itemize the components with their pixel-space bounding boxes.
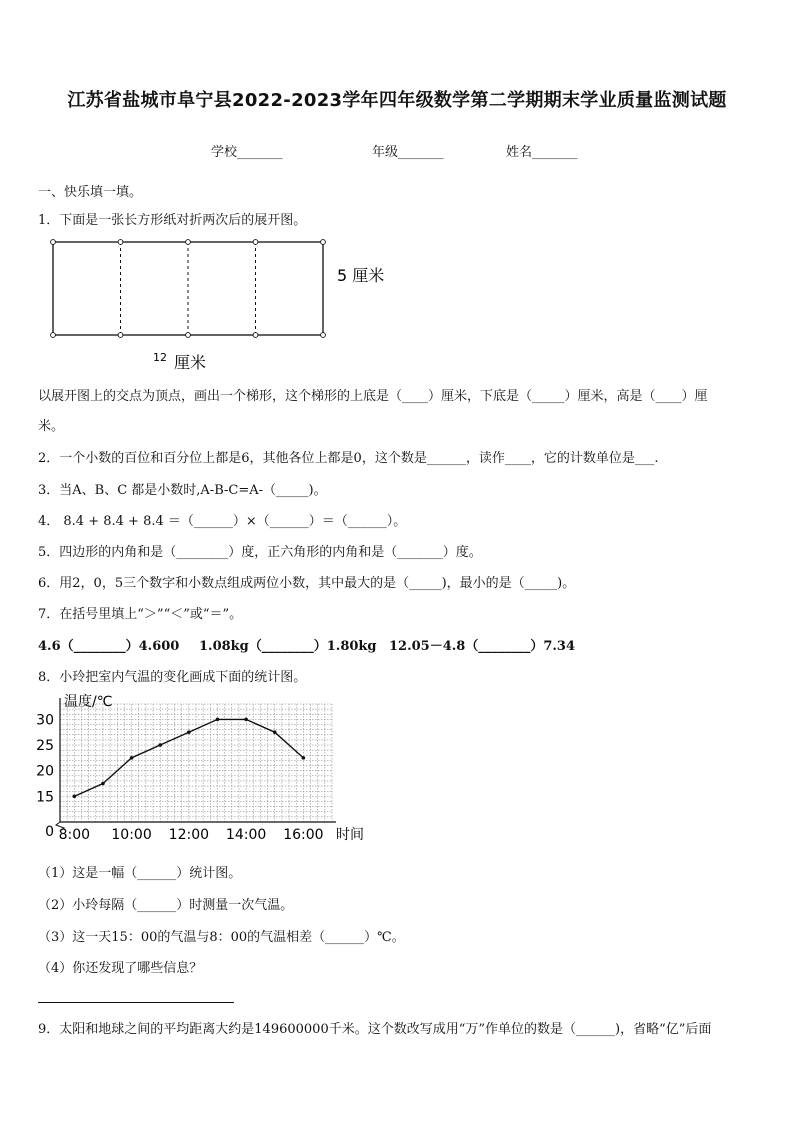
q8-sub2: （2）小玲每隔（______）时测量一次气温。: [38, 898, 294, 913]
q6-text: 6．用2，0，5三个数字和小数点组成两位小数，其中最大的是（_____)，最小的是（_____)。: [38, 576, 576, 591]
y-axis-label: 温度/℃: [64, 694, 113, 710]
page-title: 江苏省盐城市阜宁县2022-2023学年四年级数学第二学期期末学业质量监测试题: [67, 90, 727, 111]
x-axis-label: 时间: [336, 827, 364, 843]
x-tick-label: 16:00: [283, 827, 324, 843]
temperature-line-chart: [30, 692, 390, 850]
q7-item-2: 1.08kg（________）1.80kg: [199, 639, 377, 654]
q1-text-line2: 米。: [38, 419, 65, 434]
data-point: [302, 756, 306, 760]
vertex-point: [118, 240, 123, 245]
q8-sub1: （1）这是一幅（______）统计图。: [38, 866, 242, 881]
chart-labels: [36, 693, 364, 843]
data-point: [73, 795, 77, 799]
y-tick-label: 15: [36, 789, 54, 806]
x-tick-label: 10:00: [111, 827, 152, 843]
x-tick-label: 8:00: [58, 827, 91, 843]
name-field: 姓名_______: [506, 145, 578, 160]
q7-item-1: 4.6（________）4.600: [38, 639, 180, 654]
q2-text: 2．一个小数的百位和百分位上都是6，其他各位上都是0，这个数是______，读作____，它的计数单位是___.: [38, 451, 659, 466]
q8-prompt: 8．小玲把室内气温的变化画成下面的统计图。: [38, 670, 307, 685]
section-heading: 一、快乐填一填。: [38, 185, 143, 200]
grade-field: 年级_______: [372, 145, 444, 160]
vertex-point: [253, 240, 258, 245]
x-tick-label: 14:00: [225, 827, 267, 843]
vertex-point: [321, 240, 326, 245]
y-tick-label: 0: [45, 824, 54, 840]
data-point: [158, 743, 162, 747]
vertex-point: [321, 333, 326, 338]
data-point: [216, 718, 220, 722]
height-label: 5 厘米: [337, 266, 385, 285]
q1-text-line1: 以展开图上的交点为顶点，画出一个梯形，这个梯形的上底是（____）厘米，下底是（_____）厘米，高是（____）厘: [38, 389, 708, 404]
data-point: [101, 782, 105, 786]
vertex-point: [51, 240, 56, 245]
q7-prompt: 7．在括号里填上“＞”“＜”或“＝”。: [38, 607, 243, 622]
y-tick-label: 30: [36, 712, 54, 729]
data-point: [130, 756, 134, 760]
q8-sub3: （3）这一天15：00的气温与8：00的气温相差（______）℃。: [38, 930, 405, 945]
q9-text: 9．太阳和地球之间的平均距离大约是149600000千米。这个数改写成用“万”作单位的数是（______)，省略“亿”后面: [38, 1022, 712, 1037]
vertex-point: [51, 333, 56, 338]
unfolded-paper-diagram: [40, 234, 400, 376]
data-point: [273, 730, 277, 734]
school-field: 学校_______: [211, 145, 283, 160]
width-unit: 厘米: [174, 353, 207, 372]
vertex-point: [186, 333, 191, 338]
footnote-divider: [38, 1002, 234, 1003]
vertex-point: [186, 240, 191, 245]
q8-sub4: （4）你还发现了哪些信息？: [38, 961, 203, 976]
y-tick-label: 25: [36, 738, 54, 755]
y-tick-label: 20: [36, 763, 54, 780]
q3-text: 3．当A、B、C 都是小数时,A-B-C=A-（_____)。: [38, 483, 327, 498]
width-number: 12: [153, 351, 167, 364]
vertex-point: [253, 333, 258, 338]
vertex-point: [118, 333, 123, 338]
data-point: [187, 730, 191, 734]
x-tick-label: 12:00: [168, 827, 210, 843]
q1-prompt: 1．下面是一张长方形纸对折两次后的展开图。: [38, 213, 307, 228]
q7-item-3: 12.05－4.8（________）7.34: [389, 639, 575, 654]
q4-text: 4． 8.4 + 8.4 + 8.4 ＝（______）×（______）＝（______）。: [38, 514, 407, 529]
chart-grid: [60, 704, 332, 822]
data-point: [244, 718, 248, 722]
q5-text: 5．四边形的内角和是（________）度，正六角形的内角和是（_______）度。: [38, 545, 482, 560]
